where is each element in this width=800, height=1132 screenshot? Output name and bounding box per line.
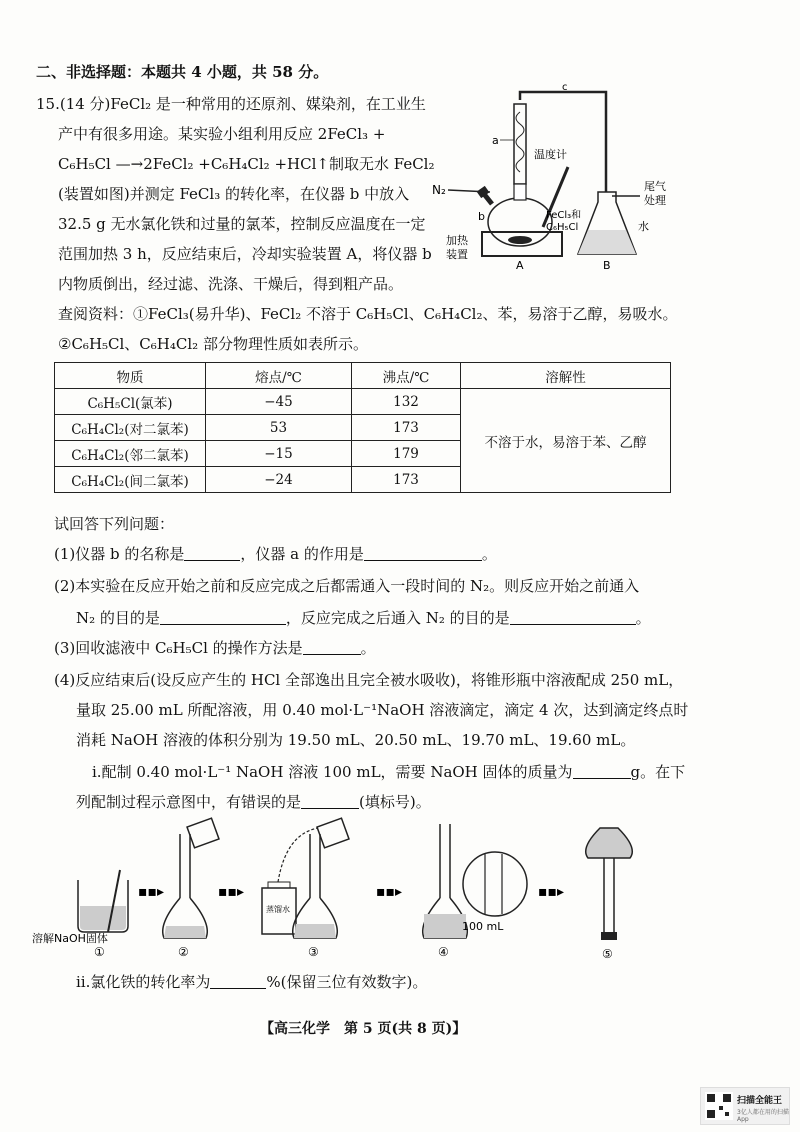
step3-flask [262,818,349,938]
q15-line4: (装置如图)并测定 FeCl₃ 的转化率，在仪器 b 中放入 [58,185,410,203]
label-n2: N₂ [432,183,446,197]
q4-line3: 消耗 NaOH 溶液的体积分别为 19.50 mL、20.50 mL、19.70 mL、19.60 mL。 [76,731,636,749]
label-tail1: 尾气 [644,180,666,193]
table-row: C₆H₄Cl₂(邻二氯苯) −15 179 [55,441,671,467]
arrow-icon: ▪▪▸ [138,884,165,900]
label-B: B [603,259,611,272]
table-row: C₆H₄Cl₂(对二氯苯) 53 173 [55,415,671,441]
label-thermometer: 温度计 [534,148,567,161]
q4i-blank1[interactable] [573,764,631,779]
label-tail2: 处理 [644,194,666,207]
page-footer: 【高三化学 第 5 页(共 8 页)】 [260,1021,467,1037]
step5-flask [586,828,633,940]
arrow-icon: ▪▪▸ [538,884,565,900]
q2-line1: (2)本实验在反应开始之前和反应完成之后都需通入一段时间的 N₂。则反应开始之前通入 [54,577,640,595]
q1-blank1[interactable] [184,546,240,561]
step1-beaker [78,870,128,932]
info-line2: ②C₆H₅Cl、C₆H₄Cl₂ 部分物理性质如表所示。 [58,335,368,353]
zoom-circle [463,852,527,916]
q2-blank1[interactable] [160,610,286,625]
table-row: C₆H₄Cl₂(间二氯苯) −24 173 [55,467,671,493]
q4-line1: (4)反应结束后(设反应产生的 HCl 全部逸出且完全被水吸收)，将锥形瓶中溶液配成 250 mL， [54,671,684,689]
q3: (3)回收滤液中 C₆H₅Cl 的操作方法是 。 [54,639,376,657]
q15-line1: 15.(14 分)FeCl₂ 是一种常用的还原剂、媒染剂，在工业生 [36,95,426,113]
table-row: C₆H₅Cl(氯苯) −45 132 不溶于水，易溶于苯、乙醇 [55,389,671,415]
q4ii-blank[interactable] [210,974,266,989]
step2-number: ② [178,945,189,959]
q4i-line1: ⅰ.配制 0.40 mol·L⁻¹ NaOH 溶液 100 mL，需要 NaOH 固体的质量为 g。在下 [92,763,686,781]
step1-label: 溶解NaOH固体 [32,932,108,945]
info-line1: 查阅资料：①FeCl₃(易升华)、FeCl₂ 不溶于 C₆H₅Cl、C₆H₄Cl₂、苯，易溶于乙醇，易吸水。 [58,305,678,323]
watermark-title: 扫描全能王 [737,1096,783,1106]
q1-blank2[interactable] [364,546,482,561]
properties-table [54,362,671,493]
q3-blank[interactable] [303,640,361,655]
label-b: b [478,210,485,223]
label-water: 水 [638,220,649,233]
arrow-icon: ▪▪▸ [376,884,403,900]
q15-line7: 内物质倒出，经过滤、洗涤、干燥后，得到粗产品。 [58,275,404,293]
step5-number: ⑤ [602,947,613,961]
q2-line2: N₂ 的目的是 ，反应完成之后通入 N₂ 的目的是 。 [76,609,651,627]
header-mp: 熔点/℃ [206,363,352,389]
label-a: a [492,134,499,147]
label-fecl3-1: FeCl₃和 [546,210,582,221]
water-bottle-label: 蒸馏水 [266,905,290,914]
step4-number: ④ [438,945,449,959]
step3-number: ③ [308,945,319,959]
q15-line5: 32.5 g 无水氯化铁和过量的氯苯，控制反应温度在一定 [58,215,426,233]
step1-number: ① [94,945,105,959]
qr-code-icon [705,1092,733,1120]
q15-line6: 范围加热 3 h，反应结束后，冷却实验装置 A，将仪器 b [58,245,432,263]
questions-intro: 试回答下列问题： [54,515,175,533]
apparatus-diagram [428,82,688,277]
watermark-subtitle: 3亿人都在用的扫描App [737,1109,789,1123]
header-substance: 物质 [55,363,206,389]
q4i-blank2[interactable] [301,794,359,809]
label-heat1: 加热 [446,234,468,247]
header-solubility: 溶解性 [461,363,671,389]
section-header: 二、非选择题：本题共 4 小题，共 58 分。 [36,63,329,81]
label-fecl3-2: C₆H₅Cl [546,222,579,233]
q2-blank2[interactable] [510,610,636,625]
q4-line2: 量取 25.00 mL 所配溶液，用 0.40 mol·L⁻¹NaOH 溶液滴定，滴定 4 次，达到滴定终点时 [76,701,689,719]
scanner-watermark [700,1087,790,1125]
label-heat2: 装置 [446,248,468,261]
arrow-icon: ▪▪▸ [218,884,245,900]
q4ii: ⅱ.氯化铁的转化率为 %(保留三位有效数字)。 [76,973,428,991]
solubility-cell: 不溶于水，易溶于苯、乙醇 [461,389,671,493]
q15-line3: C₆H₅Cl —→2FeCl₂ +C₆H₄Cl₂ +HCl↑制取无水 FeCl₂ [58,155,435,173]
label-c: c [562,82,568,93]
volume-label: 100 mL [462,920,504,933]
procedure-diagram [32,814,680,974]
q1: (1)仪器 b 的名称是 ，仪器 a 的作用是 。 [54,545,497,563]
header-bp: 沸点/℃ [352,363,461,389]
step2-flask [163,818,219,938]
q4i-line2: 列配制过程示意图中，有错误的是 (填标号)。 [76,793,431,811]
label-A: A [516,259,524,272]
table-header-row [55,363,671,389]
q15-line2: 产中有很多用途。某实验小组利用反应 2FeCl₃ + [58,125,386,143]
